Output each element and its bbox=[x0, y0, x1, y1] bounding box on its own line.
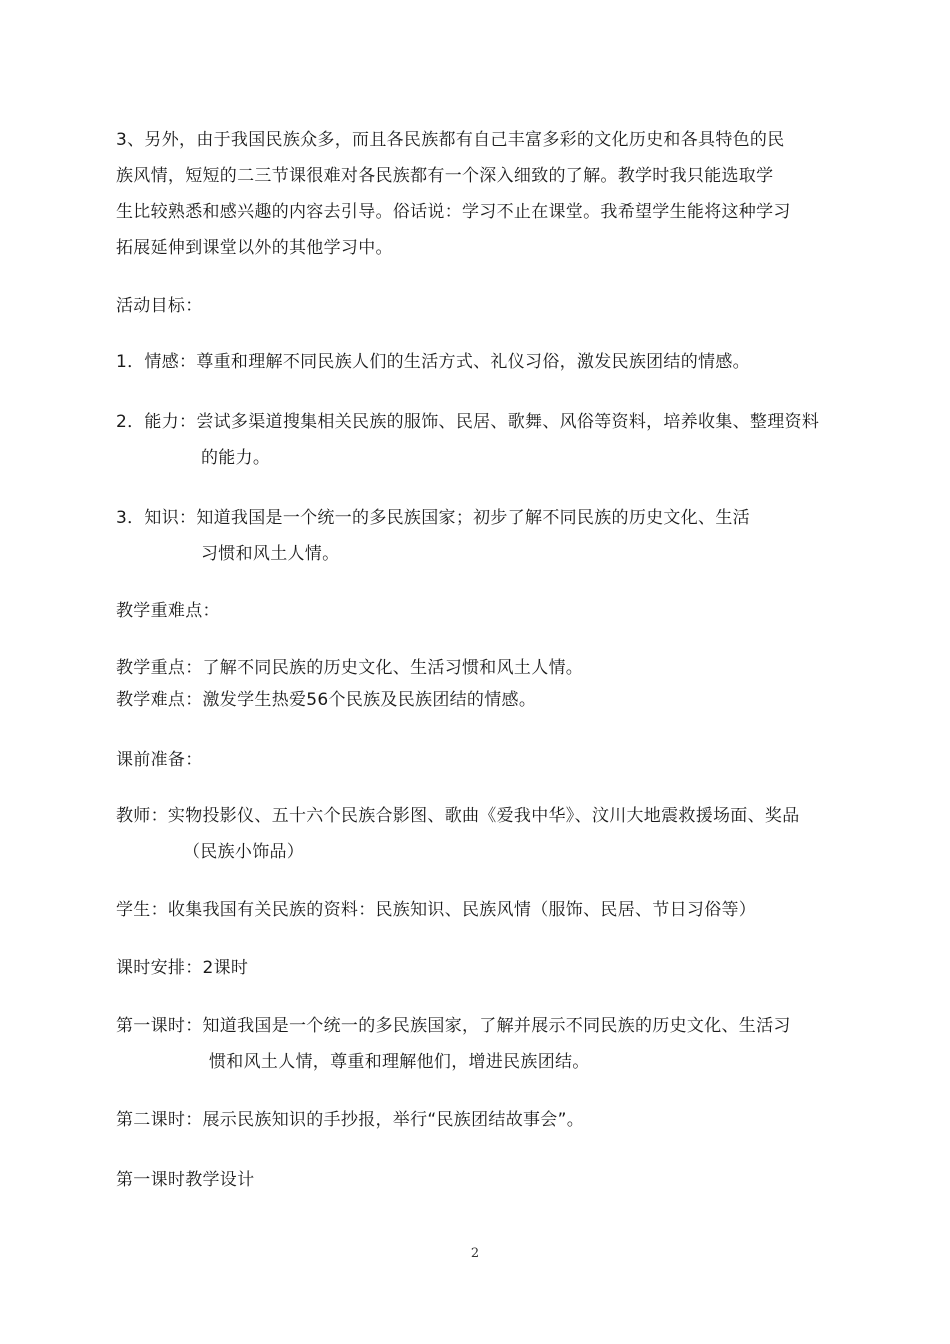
student-preparation: 学生：收集我国有关民族的资料：民族知识、民族风情（服饰、民居、节日习俗等） bbox=[116, 900, 757, 920]
objectives-heading: 活动目标： bbox=[116, 296, 203, 316]
class-hours: 课时安排：2课时 bbox=[116, 958, 249, 978]
objective-emotion: 1．情感：尊重和理解不同民族人们的生活方式、礼仪习俗，激发民族团结的情感。 bbox=[116, 352, 750, 372]
key-points-heading: 教学重难点： bbox=[116, 601, 220, 621]
teacher-preparation-line-2: （民族小饰品） bbox=[183, 842, 305, 862]
objective-knowledge-line-2: 习惯和风土人情。 bbox=[201, 544, 340, 564]
paragraph-3-line-2: 族风情，短短的二三节课很难对各民族都有一个深入细致的了解。教学时我只能选取学 bbox=[116, 166, 774, 186]
first-lesson-design-heading: 第一课时教学设计 bbox=[116, 1170, 255, 1190]
objective-ability-line-2: 的能力。 bbox=[201, 448, 271, 468]
teaching-difficulty: 教学难点：激发学生热爱56个民族及民族团结的情感。 bbox=[116, 690, 537, 710]
objective-knowledge-line-1: 3．知识：知道我国是一个统一的多民族国家；初步了解不同民族的历史文化、生活 bbox=[116, 508, 750, 528]
paragraph-3-line-3: 生比较熟悉和感兴趣的内容去引导。俗话说：学习不止在课堂。我希望学生能将这种学习 bbox=[116, 202, 791, 222]
objective-ability-line-1: 2．能力：尝试多渠道搜集相关民族的服饰、民居、歌舞、风俗等资料，培养收集、整理资料 bbox=[116, 412, 820, 432]
preparation-heading: 课前准备： bbox=[116, 750, 203, 770]
second-lesson: 第二课时：展示民族知识的手抄报，举行“民族团结故事会”。 bbox=[116, 1110, 585, 1130]
teaching-focus: 教学重点：了解不同民族的历史文化、生活习惯和风土人情。 bbox=[116, 658, 584, 678]
page-number: 2 bbox=[470, 1246, 480, 1261]
first-lesson-line-1: 第一课时：知道我国是一个统一的多民族国家，了解并展示不同民族的历史文化、生活习 bbox=[116, 1016, 791, 1036]
teacher-preparation-line-1: 教师：实物投影仪、五十六个民族合影图、歌曲《爱我中华》、汶川大地震救援场面、奖品 bbox=[116, 806, 800, 826]
paragraph-3-line-4: 拓展延伸到课堂以外的其他学习中。 bbox=[116, 238, 393, 258]
first-lesson-line-2: 惯和风土人情，尊重和理解他们，增进民族团结。 bbox=[209, 1052, 590, 1072]
paragraph-3-line-1: 3、另外，由于我国民族众多，而且各民族都有自己丰富多彩的文化历史和各具特色的民 bbox=[116, 130, 785, 150]
